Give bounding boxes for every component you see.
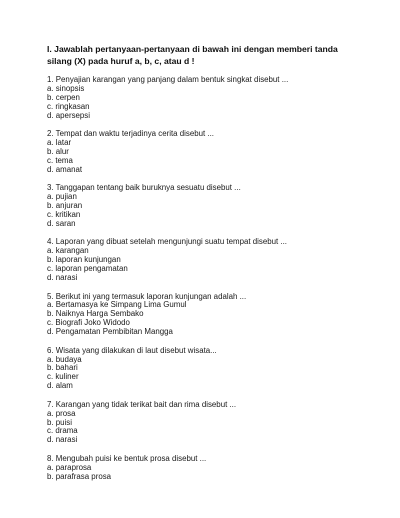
question-list — [47, 76, 360, 482]
answer-option: c. laporan pengamatan — [47, 264, 128, 274]
answer-option: d. apersepsi — [47, 110, 90, 120]
answer-option: b. bahari — [47, 363, 78, 373]
answer-option: b. puisi — [47, 417, 73, 427]
answer-option: c. kuliner — [47, 372, 79, 382]
answer-option: a. prosa — [47, 408, 76, 418]
question-3 — [47, 184, 360, 229]
question-text: 6. Wisata yang dilakukan di laut disebut wisata... — [47, 345, 217, 355]
answer-option: c. drama — [47, 426, 78, 436]
answer-option: a. Bertamasya ke Simpang Lima Gumul — [47, 300, 187, 310]
answer-option: c. kritikan — [47, 209, 81, 219]
answer-option: a. paraprosa — [47, 462, 92, 472]
answer-option: a. pujian — [47, 192, 77, 202]
question-2 — [47, 130, 360, 175]
answer-option: c. Biografi Joko Widodo — [47, 318, 130, 328]
question-5 — [47, 293, 360, 338]
answer-option: a. karangan — [47, 246, 89, 256]
question-4 — [47, 238, 360, 283]
answer-option: a. latar — [47, 138, 72, 148]
question-8 — [47, 455, 360, 482]
answer-option: a. sinopsis — [47, 83, 85, 93]
answer-option: b. alur — [47, 146, 69, 156]
question-text: 2. Tempat dan waktu terjadinya cerita disebut ... — [47, 129, 214, 139]
answer-option: b. parafrasa prosa — [47, 471, 112, 481]
question-text: 3. Tanggapan tentang baik buruknya sesuatu disebut ... — [47, 183, 241, 193]
answer-option: d. narasi — [47, 435, 78, 445]
answer-option: a. budaya — [47, 354, 82, 364]
question-text: 5. Berikut ini yang termasuk laporan kunjungan adalah ... — [47, 291, 247, 301]
answer-option: b. laporan kunjungan — [47, 255, 121, 265]
question-1 — [47, 76, 360, 121]
answer-option: b. cerpen — [47, 92, 80, 102]
question-6 — [47, 347, 360, 392]
answer-option: c. ringkasan — [47, 101, 90, 111]
answer-option: c. tema — [47, 155, 73, 165]
instruction-heading: I. Jawablah pertanyaan-pertanyaan di bawah ini dengan memberi tanda silang (X) pada huruf a, b, c, atau d ! — [47, 44, 338, 66]
answer-option: d. alam — [47, 381, 73, 391]
question-text: 1. Penyajian karangan yang panjang dalam bentuk singkat disebut ... — [47, 75, 289, 84]
answer-option: d. narasi — [47, 273, 78, 282]
question-text: 7. Karangan yang tidak terikat bait dan rima disebut ... — [47, 399, 237, 409]
answer-option: b. Naiknya Harga Sembako — [47, 309, 144, 319]
question-text: 4. Laporan yang dibuat setelah mengunjungi suatu tempat disebut ... — [47, 237, 287, 247]
answer-option: b. anjuran — [47, 201, 83, 211]
question-7 — [47, 401, 360, 446]
answer-option: d. saran — [47, 218, 76, 228]
answer-option: d. amanat — [47, 164, 83, 174]
answer-option: d. Pengamatan Pembibitan Mangga — [47, 327, 173, 337]
question-text: 8. Mengubah puisi ke bentuk prosa disebut ... — [47, 453, 207, 463]
